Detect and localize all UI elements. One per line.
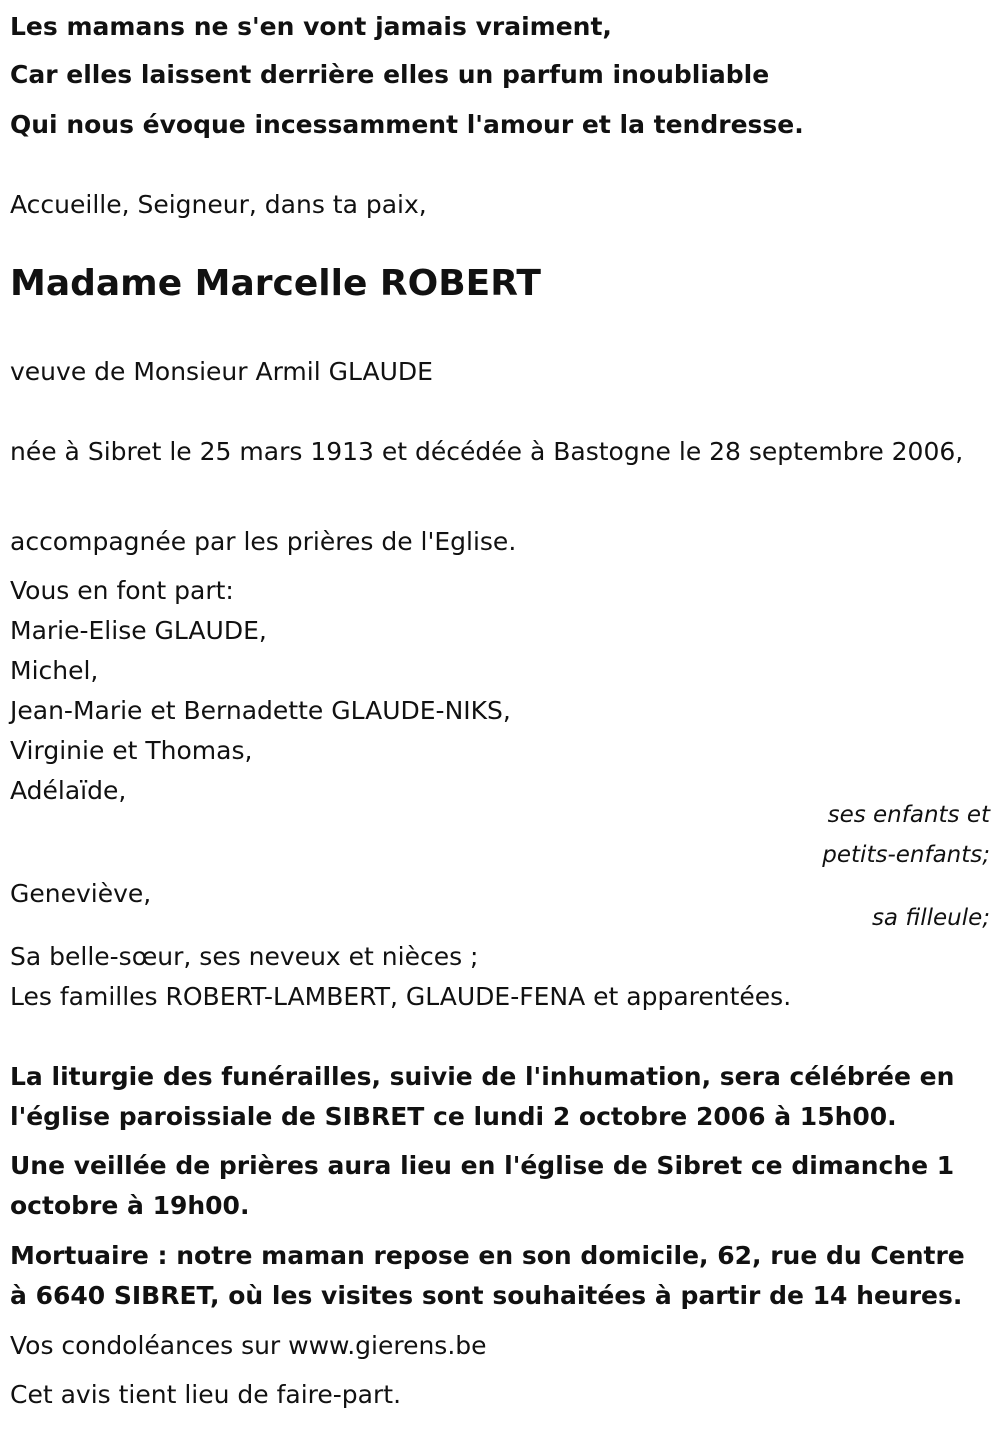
family-intro: Vous en font part: <box>10 576 234 605</box>
others-line-1: Sa belle-sœur, ses neveux et nièces ; <box>10 942 479 971</box>
godchild-name: Geneviève, <box>10 879 152 908</box>
family-member: Jean-Marie et Bernadette GLAUDE-NIKS, <box>10 696 511 725</box>
notice-line: Cet avis tient lieu de faire-part. <box>10 1380 402 1409</box>
condolences-line: Vos condoléances sur www.gierens.be <box>10 1331 487 1360</box>
vigil-info: Une veillée de prières aura lieu en l'église de Sibret ce dimanche 1 octobre à 19h00. <box>10 1151 955 1220</box>
mortuary-info: Mortuaire : notre maman repose en son domicile, 62, rue du Centre à 6640 SIBRET, où les visites sont souhaitées à partir de 14 heures. <box>10 1241 965 1310</box>
poem-line-2: Car elles laissent derrière elles un parfum inoubliable <box>10 60 770 89</box>
others-line-2: Les familles ROBERT-LAMBERT, GLAUDE-FENA et apparentées. <box>10 982 792 1011</box>
family-member: Virginie et Thomas, <box>10 736 253 765</box>
family-member: Marie-Elise GLAUDE, <box>10 616 267 645</box>
funeral-info: La liturgie des funérailles, suivie de l'inhumation, sera célébrée en l'église paroissiale de SIBRET ce lundi 2 octobre 2006 à 15h00. <box>10 1062 955 1131</box>
children-label-1: ses enfants et <box>827 802 990 828</box>
poem-line-1: Les mamans ne s'en vont jamais vraiment, <box>10 12 612 41</box>
godchild-label: sa filleule; <box>871 905 990 931</box>
church-line: accompagnée par les prières de l'Eglise. <box>10 527 517 556</box>
family-member: Michel, <box>10 656 99 685</box>
birth-death-line: née à Sibret le 25 mars 1913 et décédée à Bastogne le 28 septembre 2006, <box>10 437 964 466</box>
children-label-2: petits-enfants; <box>822 842 990 868</box>
greeting: Accueille, Seigneur, dans ta paix, <box>10 190 427 219</box>
poem-line-3: Qui nous évoque incessamment l'amour et la tendresse. <box>10 110 804 139</box>
family-member: Adélaïde, <box>10 776 127 805</box>
spouse-line: veuve de Monsieur Armil GLAUDE <box>10 357 433 386</box>
deceased-name: Madame Marcelle ROBERT <box>10 263 541 304</box>
